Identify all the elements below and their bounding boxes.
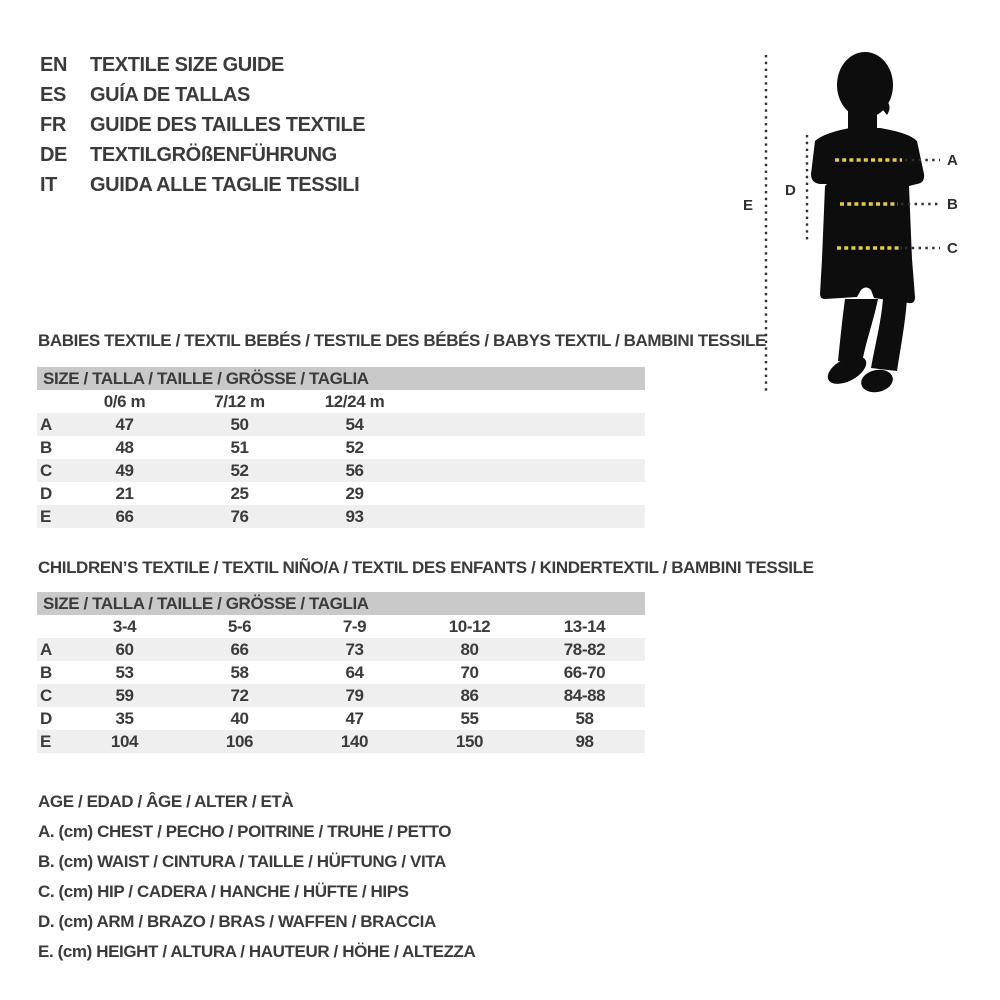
cell: 84-88	[563, 685, 606, 705]
cell: 80	[460, 639, 479, 659]
measure-label-e: E	[743, 197, 754, 214]
cell: 66	[115, 506, 134, 526]
cell: 66	[230, 639, 249, 659]
cell: 58	[575, 708, 594, 728]
measure-label-d: D	[785, 182, 796, 199]
cell: 40	[230, 708, 249, 728]
babies-table	[37, 390, 645, 528]
table-row-e	[37, 730, 645, 753]
children-col-header: 5-6	[227, 616, 252, 636]
children-column-header-row	[37, 615, 645, 638]
measure-label-a: A	[947, 152, 958, 169]
language-row-fr	[40, 110, 365, 140]
language-code: DE	[40, 144, 67, 166]
row-label: E	[40, 731, 51, 751]
legend-item-arm: D. (cm) ARM / BRAZO / BRAS / WAFFEN / BRACCIA	[38, 912, 436, 931]
empty-cell	[37, 390, 67, 413]
row-label: B	[40, 437, 52, 457]
children-section-title: CHILDREN’S TEXTILE / TEXTIL NIÑO/A / TEXTIL DES ENFANTS / KINDERTEXTIL / BAMBINI TESSILE	[38, 558, 814, 577]
children-table	[37, 615, 645, 753]
babies-size-header-bar: SIZE / TALLA / TAILLE / GRÖSSE / TAGLIA	[37, 367, 645, 390]
legend-item-height: E. (cm) HEIGHT / ALTURA / HAUTEUR / HÖHE / ALTEZZA	[38, 942, 476, 961]
table-row-b	[37, 661, 645, 684]
cell: 50	[230, 414, 249, 434]
row-label: D	[40, 483, 52, 503]
legend-item-hip: C. (cm) HIP / CADERA / HANCHE / HÜFTE / HIPS	[38, 882, 409, 901]
cell: 52	[345, 437, 364, 457]
cell: 60	[115, 639, 134, 659]
language-row-en	[40, 50, 365, 80]
babies-size-table	[37, 367, 645, 528]
cell: 78-82	[563, 639, 606, 659]
cell: 52	[230, 460, 249, 480]
cell: 106	[225, 731, 254, 751]
legend-item-chest: A. (cm) CHEST / PECHO / POITRINE / TRUHE / PETTO	[38, 822, 452, 841]
cell: 48	[115, 437, 134, 457]
language-code: EN	[40, 54, 67, 76]
children-size-table	[37, 592, 645, 753]
cell: 70	[460, 662, 479, 682]
table-row-c	[37, 684, 645, 707]
language-row-de	[40, 140, 365, 170]
empty-cell	[37, 615, 67, 638]
cell: 140	[340, 731, 369, 751]
cell: 104	[110, 731, 139, 751]
cell: 55	[460, 708, 479, 728]
cell: 29	[345, 483, 364, 503]
language-code: FR	[40, 114, 66, 136]
language-list	[40, 50, 365, 200]
cell: 51	[230, 437, 249, 457]
language-title: GUIDE DES TAILLES TEXTILE	[90, 114, 366, 136]
cell: 58	[230, 662, 249, 682]
babies-col-header: 12/24 m	[324, 391, 385, 411]
table-row-d	[37, 707, 645, 730]
children-col-header: 10-12	[448, 616, 491, 636]
language-title: TEXTILE SIZE GUIDE	[90, 54, 284, 76]
babies-col-header: 0/6 m	[103, 391, 146, 411]
legend-age-line: AGE / EDAD / ÂGE / ALTER / ETÀ	[38, 792, 294, 811]
language-title: TEXTILGRÖßENFÜHRUNG	[90, 144, 337, 166]
measure-label-b: B	[947, 196, 958, 213]
measure-label-c: C	[947, 240, 958, 257]
language-title: GUIDA ALLE TAGLIE TESSILI	[90, 174, 360, 196]
legend-item-waist: B. (cm) WAIST / CINTURA / TAILLE / HÜFTUNG / VITA	[38, 852, 446, 871]
cell: 79	[345, 685, 364, 705]
cell: 49	[115, 460, 134, 480]
babies-col-header: 7/12 m	[214, 391, 265, 411]
language-code: IT	[40, 174, 57, 196]
cell: 66-70	[563, 662, 606, 682]
child-silhouette-icon	[811, 52, 924, 395]
cell: 72	[230, 685, 249, 705]
row-label: B	[40, 662, 52, 682]
cell: 59	[115, 685, 134, 705]
language-title: GUÍA DE TALLAS	[90, 84, 250, 106]
row-label: A	[40, 639, 52, 659]
row-label: A	[40, 414, 52, 434]
cell: 35	[115, 708, 134, 728]
table-row-b	[37, 436, 645, 459]
language-code: ES	[40, 84, 66, 106]
cell: 98	[575, 731, 594, 751]
row-label: E	[40, 506, 51, 526]
cell: 25	[230, 483, 249, 503]
language-row-es	[40, 80, 365, 110]
cell: 76	[230, 506, 249, 526]
cell: 56	[345, 460, 364, 480]
table-row-d	[37, 482, 645, 505]
cell: 54	[345, 414, 364, 434]
children-size-header-bar: SIZE / TALLA / TAILLE / GRÖSSE / TAGLIA	[37, 592, 645, 615]
cell: 47	[115, 414, 134, 434]
children-col-header: 13-14	[563, 616, 606, 636]
cell: 47	[345, 708, 364, 728]
table-row-a	[37, 413, 645, 436]
row-label: D	[40, 708, 52, 728]
children-col-header: 7-9	[342, 616, 367, 636]
table-row-c	[37, 459, 645, 482]
children-col-header: 3-4	[112, 616, 137, 636]
measurement-legend	[38, 787, 475, 967]
row-label: C	[40, 685, 52, 705]
babies-column-header-row	[37, 390, 645, 413]
measurement-figure	[735, 45, 985, 400]
language-row-it	[40, 170, 365, 200]
cell: 73	[345, 639, 364, 659]
table-row-a	[37, 638, 645, 661]
row-label: C	[40, 460, 52, 480]
cell: 86	[460, 685, 479, 705]
babies-section-title: BABIES TEXTILE / TEXTIL BEBÉS / TESTILE DES BÉBÉS / BABYS TEXTIL / BAMBINI TESSILE	[38, 331, 766, 350]
cell: 64	[345, 662, 364, 682]
cell: 93	[345, 506, 364, 526]
cell: 150	[455, 731, 484, 751]
cell: 53	[115, 662, 134, 682]
table-row-e	[37, 505, 645, 528]
cell: 21	[115, 483, 134, 503]
